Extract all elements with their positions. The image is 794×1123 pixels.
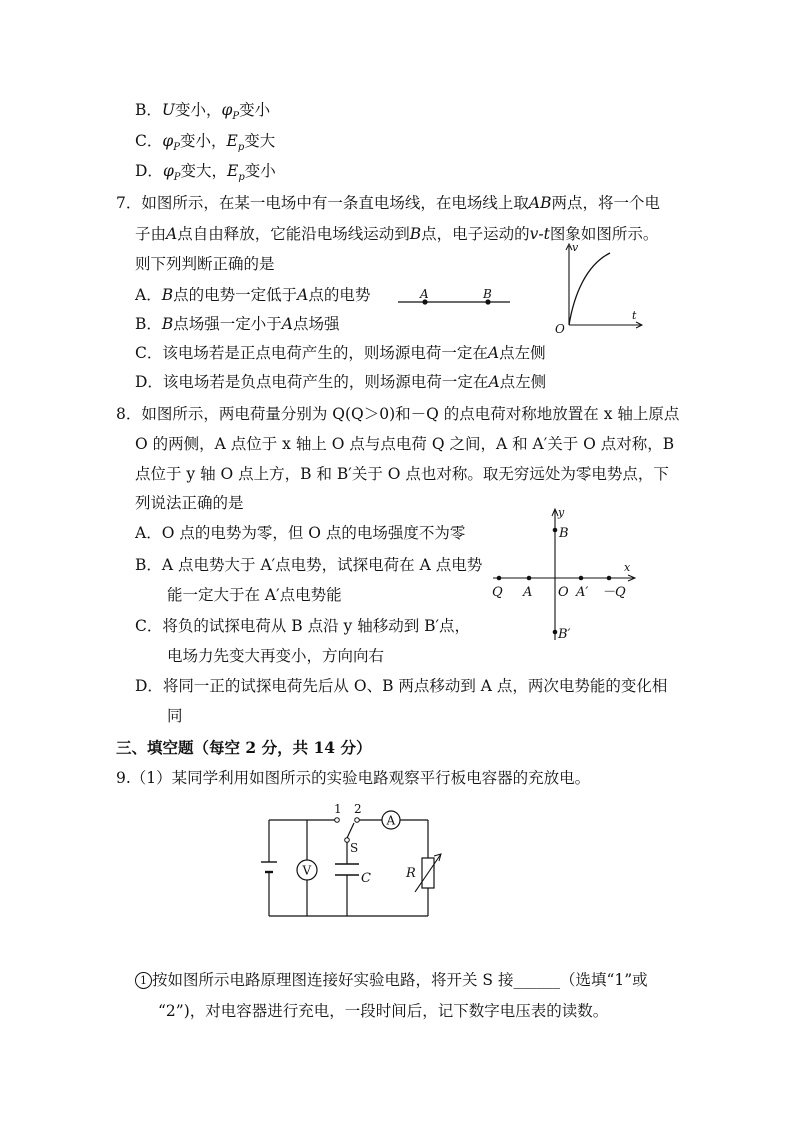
switch-s bbox=[334, 802, 362, 855]
battery-symbol bbox=[261, 862, 277, 872]
q7-option-d: D．该电场若是负点电荷产生的，则场源电荷一定在A点左侧 bbox=[135, 373, 547, 391]
label-b: B bbox=[483, 287, 492, 301]
q9-circuit-diagram bbox=[255, 802, 445, 924]
label-a: A bbox=[420, 287, 429, 301]
t-label: t bbox=[632, 309, 637, 322]
q6-option-c: C．$\varphi_P$变小，$E_p$变大 bbox=[135, 132, 276, 154]
point-b bbox=[553, 528, 558, 533]
switch-label: S bbox=[350, 841, 359, 855]
capacitor-label: C bbox=[361, 871, 371, 886]
q8-option-b-line2: 能一定大于在 A′点电势能 bbox=[167, 586, 342, 604]
q6-option-b: B．U变小，$\varphi_P$变小 bbox=[135, 101, 271, 123]
label-a-prime: A′ bbox=[576, 585, 589, 600]
v-label: v bbox=[572, 241, 579, 254]
q7-field-line-figure bbox=[395, 284, 515, 310]
q7-vt-graph bbox=[550, 240, 650, 335]
section-3-heading: 三、填空题（每空 2 分，共 14 分） bbox=[116, 738, 372, 757]
origin-label: O bbox=[555, 322, 565, 336]
point-a-prime bbox=[579, 576, 584, 581]
q8-stem-line2: O 的两侧，A 点位于 x 轴上 O 点与点电荷 Q 之间，A 和 A′关于 O 点对称，B bbox=[135, 435, 675, 453]
point-b-prime bbox=[553, 630, 558, 635]
label-neg-q: －Q bbox=[602, 585, 626, 600]
charge-q bbox=[497, 576, 502, 581]
q8-option-d-line1: D．将同一正的试探电荷先后从 O、B 两点移动到 A 点，两次电势能的变化相 bbox=[135, 677, 668, 695]
terminal-1: 1 bbox=[334, 802, 342, 816]
vt-curve bbox=[569, 253, 610, 325]
q9-sub1-line1: 1 按如图所示电路原理图连接好实验电路，将开关 S 接______（选填“1”或 bbox=[135, 970, 648, 990]
q9-sub1-line2: “2”)，对电容器进行充电，一段时间后，记下数字电压表的读数。 bbox=[158, 1002, 609, 1020]
terminal-2: 2 bbox=[354, 802, 362, 816]
ammeter-symbol bbox=[382, 811, 400, 829]
q8-option-b-line1: B．A 点电势大于 A′点电势，试探电荷在 A 点电势 bbox=[135, 556, 483, 574]
point-a bbox=[527, 576, 532, 581]
q7-stem-line2: 子由A点自由释放，它能沿电场线运动到B点，电子运动的v-t图象如图所示。 bbox=[135, 225, 659, 243]
x-label: x bbox=[624, 561, 631, 574]
label-b-prime: B′ bbox=[558, 627, 571, 642]
q6-option-d: D．$\varphi_P$变大，$E_p$变小 bbox=[135, 162, 276, 184]
q8-option-c-line2: 电场力先变大再变小，方向向右 bbox=[167, 647, 385, 665]
q7-stem-line1: 7．如图所示，在某一电场中有一条直电场线，在电场线上取AB两点，将一个电 bbox=[116, 194, 660, 212]
charge-neg-q bbox=[607, 576, 612, 581]
q8-option-d-line2: 同 bbox=[167, 707, 183, 725]
label-q: Q bbox=[492, 585, 503, 600]
q8-stem-line4: 列说法正确的是 bbox=[135, 494, 244, 512]
q7-option-c: C．该电场若是正点电荷产生的，则场源电荷一定在A点左侧 bbox=[135, 344, 546, 362]
label-b: B bbox=[559, 526, 569, 541]
label-a: A bbox=[523, 585, 533, 600]
q8-stem-line1: 8．如图所示，两电荷量分别为 Q(Q＞0)和－Q 的点电荷对称地放置在 x 轴上原点 bbox=[116, 405, 680, 423]
rheostat-r bbox=[405, 854, 441, 892]
voltmeter-symbol bbox=[297, 860, 317, 880]
q8-stem-line3: 点位于 y 轴 O 点上方，B 和 B′关于 O 点也对称。取无穷远处为零电势点，下 bbox=[135, 465, 669, 483]
y-label: y bbox=[558, 506, 565, 519]
circled-number-1: 1 bbox=[135, 972, 152, 989]
label-o: O bbox=[558, 585, 569, 600]
svg-text:A: A bbox=[386, 813, 396, 828]
q8-option-c-line1: C．将负的试探电荷从 B 点沿 y 轴移动到 B′点， bbox=[135, 617, 471, 635]
svg-text:V: V bbox=[302, 863, 312, 878]
q7-stem-line3: 则下列判断正确的是 bbox=[135, 255, 275, 273]
q7-option-b: B．B点场强一定小于A点场强 bbox=[135, 315, 340, 333]
q9-stem: 9.（1）某同学利用如图所示的实验电路观察平行板电容器的充放电。 bbox=[116, 769, 591, 787]
q8-axes-figure bbox=[488, 505, 638, 650]
q8-option-a: A．O 点的电势为零，但 O 点的电场强度不为零 bbox=[135, 524, 466, 542]
capacitor-c bbox=[335, 864, 371, 886]
q7-option-a: A．B点的电势一定低于A点的电势 bbox=[135, 286, 371, 304]
rheostat-label: R bbox=[406, 866, 416, 881]
